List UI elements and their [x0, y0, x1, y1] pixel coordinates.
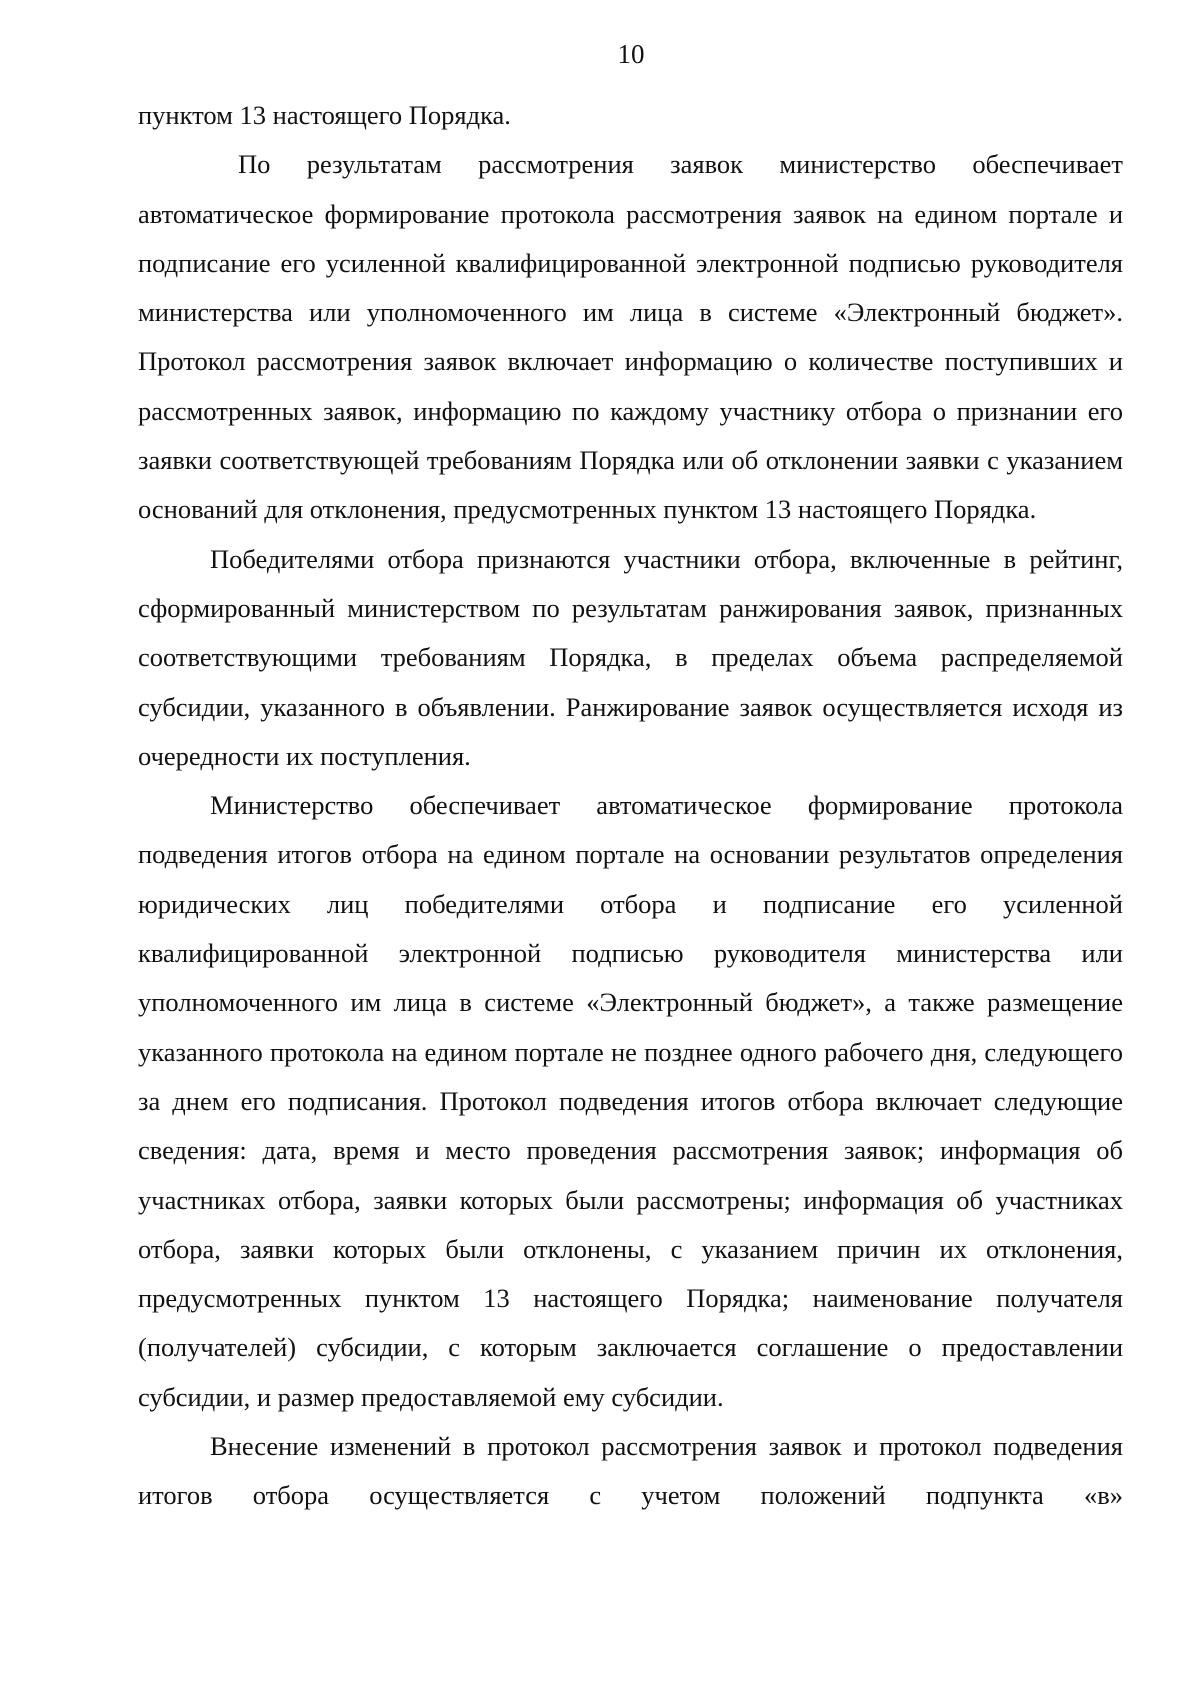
page-number: 10	[617, 39, 645, 69]
paragraph-winners: Победителями отбора признаются участники отбора, включенные в рейтинг, сформированный министерством по результатам ранжирования заявок, признанных соответствующими требованиям Порядка, в пределах объема распределяемой субсидии, указанного в объявлении. Ранжирование заявок осуществляется исходя из очередности их поступления.	[138, 543, 1123, 771]
paragraph-amendments: Внесение изменений в протокол рассмотрения заявок и протокол подведения итогов отбора осуществляется с учетом положений подпункта «в»	[138, 1431, 1123, 1511]
paragraph-continuation: пунктом 13 настоящего Порядка.	[138, 100, 511, 130]
paragraph-results-protocol: Министерство обеспечивает автоматическое формирование протокола подведения итогов отбора на едином портале на основании результатов определения юридических лиц победителями отбора и подписание его усиленной квалифицированной электронной подписью руководителя министерства или уполномоченного им лица в системе «Электронный бюджет», а также размещение указанного протокола на едином портале не позднее одного рабочего дня, следующего за днем его подписания. Протокол подведения итогов отбора включает следующие сведения: дата, время и место проведения рассмотрения заявок; информация об участниках отбора, заявки которых были рассмотрены; информация об участниках отбора, заявки которых были отклонены, с указанием причин их отклонения, предусмотренных пунктом 13 настоящего Порядка; наименование получателя (получателей) субсидии, с которым заключается соглашение о предоставлении субсидии, и размер предоставляемой ему субсидии.	[138, 790, 1123, 1412]
paragraph-protocol-review: По результатам рассмотрения заявок министерство обеспечивает автоматическое формирование протокола рассмотрения заявок на едином портале и подписание его усиленной квалифицированной электронной подписью руководителя министерства или уполномоченного им лица в системе «Электронный бюджет». Протокол рассмотрения заявок включает информацию о количестве поступивших и рассмотренных заявок, информацию по каждому участнику отбора о признании его заявки соответствующей требованиям Порядка или об отклонении заявки с указанием оснований для отклонения, предусмотренных пунктом 13 настоящего Порядка.	[138, 149, 1123, 525]
document-body	[138, 91, 1123, 1521]
